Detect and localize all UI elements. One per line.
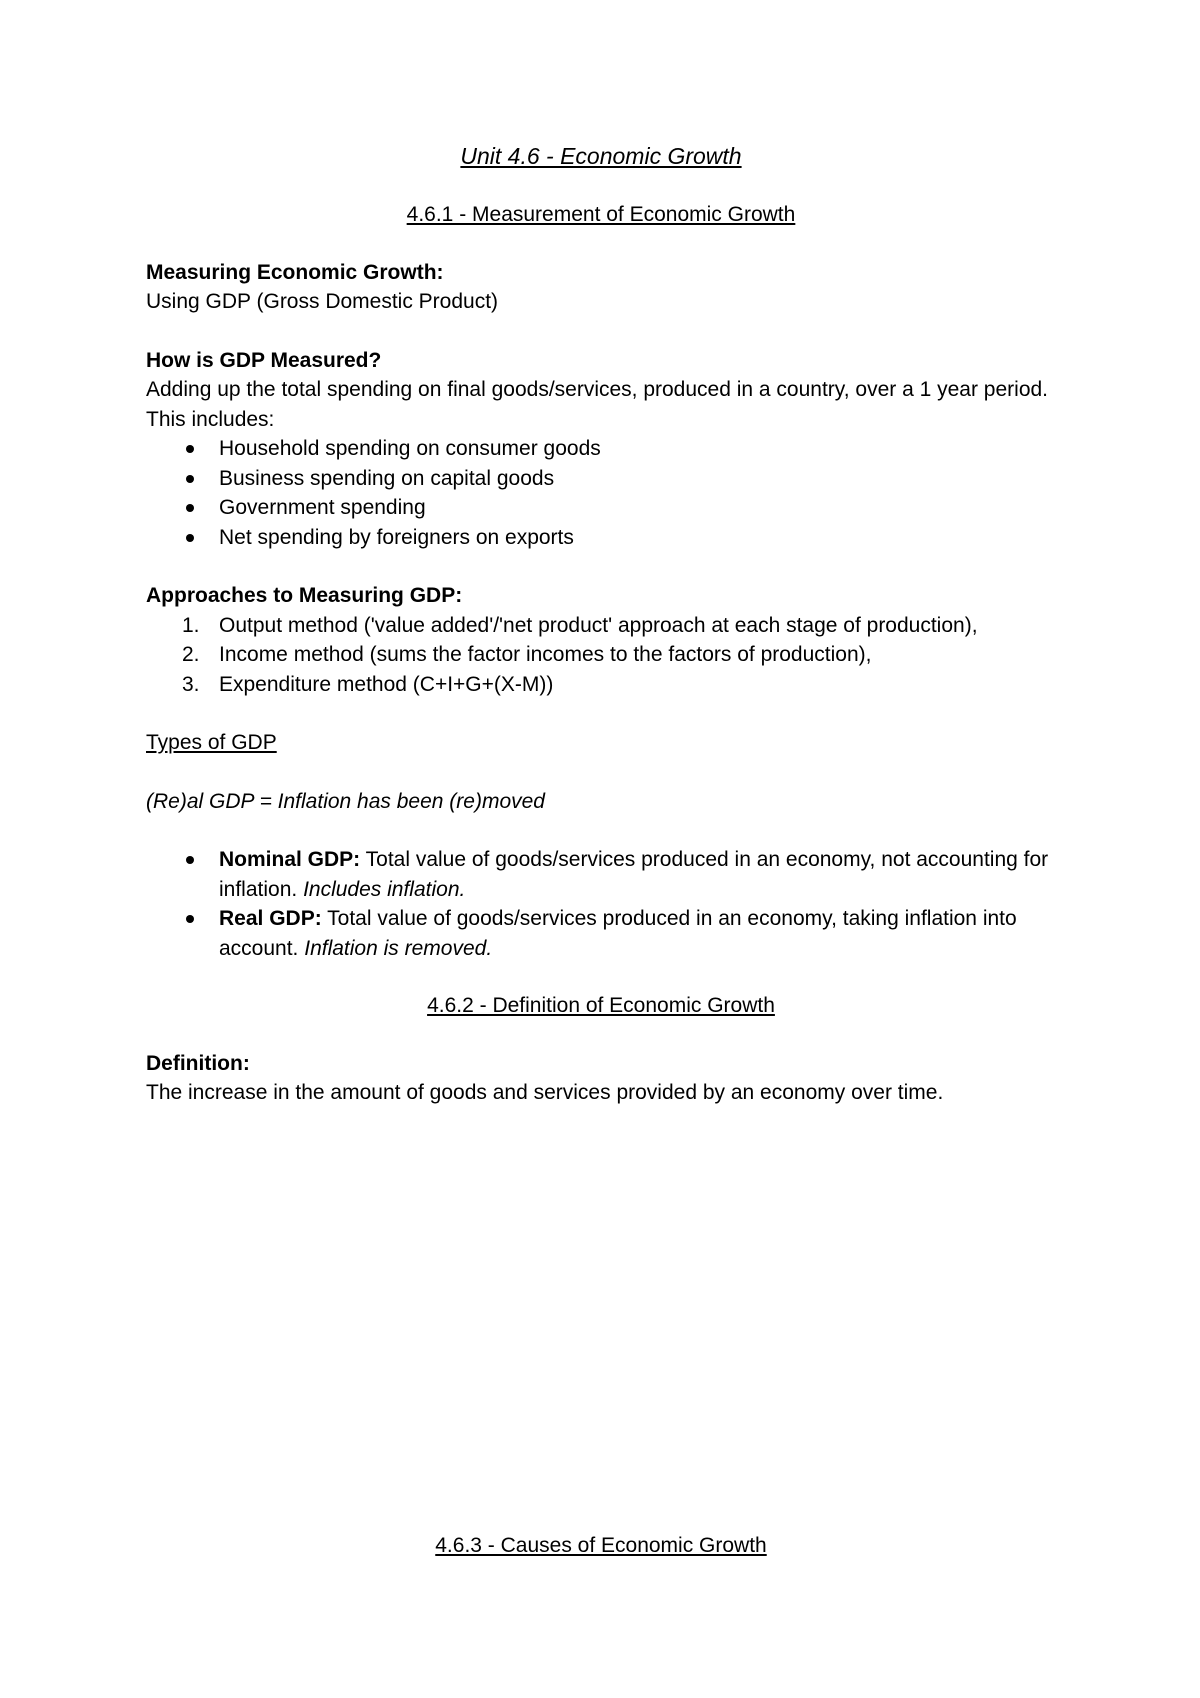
definition-note: Includes inflation. (303, 877, 466, 901)
how-measured-text: Adding up the total spending on final goods/services, produced in a country, over a 1 year period. This includes: (146, 378, 1049, 431)
approaches-label: Approaches to Measuring GDP: (146, 584, 463, 607)
types-heading: Types of GDP (146, 731, 277, 754)
how-measured-label: How is GDP Measured? (146, 348, 382, 372)
definition-text: Total value of goods/services produced in an economy, not accounting for inflation. (219, 848, 1049, 901)
list-number: 1. (182, 613, 200, 637)
section-heading-definition: 4.6.2 - Definition of Economic Growth (427, 994, 775, 1017)
term-real-gdp: Real GDP: (219, 907, 322, 930)
definition-text: Total value of goods/services produced in an economy, taking inflation into account. (219, 907, 1017, 960)
definition-note: Inflation is removed. (304, 936, 493, 960)
page-content (146, 140, 1056, 1108)
list-item: Household spending on consumer goods (146, 434, 1056, 464)
list-item (146, 640, 1056, 670)
unit-title: Unit 4.6 - Economic Growth (460, 143, 742, 169)
list-number: 2. (182, 643, 200, 666)
list-item: Business spending on capital goods (146, 464, 1056, 494)
gdp-mnemonic: (Re)al GDP = Inflation has been (re)moved (146, 789, 545, 813)
gdp-types-list (146, 845, 1056, 963)
list-item (146, 611, 1056, 641)
list-item (146, 845, 1056, 904)
definition-text: The increase in the amount of goods and services provided by an economy over time. (146, 1081, 944, 1104)
section-heading-measurement: 4.6.1 - Measurement of Economic Growth (406, 203, 796, 226)
list-number: 3. (182, 672, 200, 696)
definition-label: Definition: (146, 1051, 250, 1075)
term-nominal-gdp: Nominal GDP: (219, 848, 361, 871)
list-item (146, 670, 1056, 700)
approaches-list (146, 611, 1056, 700)
section-heading-causes: 4.6.3 - Causes of Economic Growth (435, 1534, 767, 1557)
list-item-text: Income method (sums the factor incomes to the factors of production), (219, 643, 872, 666)
list-item: Government spending (146, 493, 1056, 523)
spending-list (146, 434, 1056, 552)
list-item-text: Expenditure method (C+I+G+(X-M)) (219, 672, 554, 696)
measuring-label: Measuring Economic Growth: (146, 260, 444, 284)
list-item (146, 904, 1056, 963)
list-item: Net spending by foreigners on exports (146, 523, 1056, 553)
measuring-text: Using GDP (Gross Domestic Product) (146, 290, 499, 313)
list-item-text: Output method ('value added'/'net product' approach at each stage of production), (219, 613, 978, 637)
